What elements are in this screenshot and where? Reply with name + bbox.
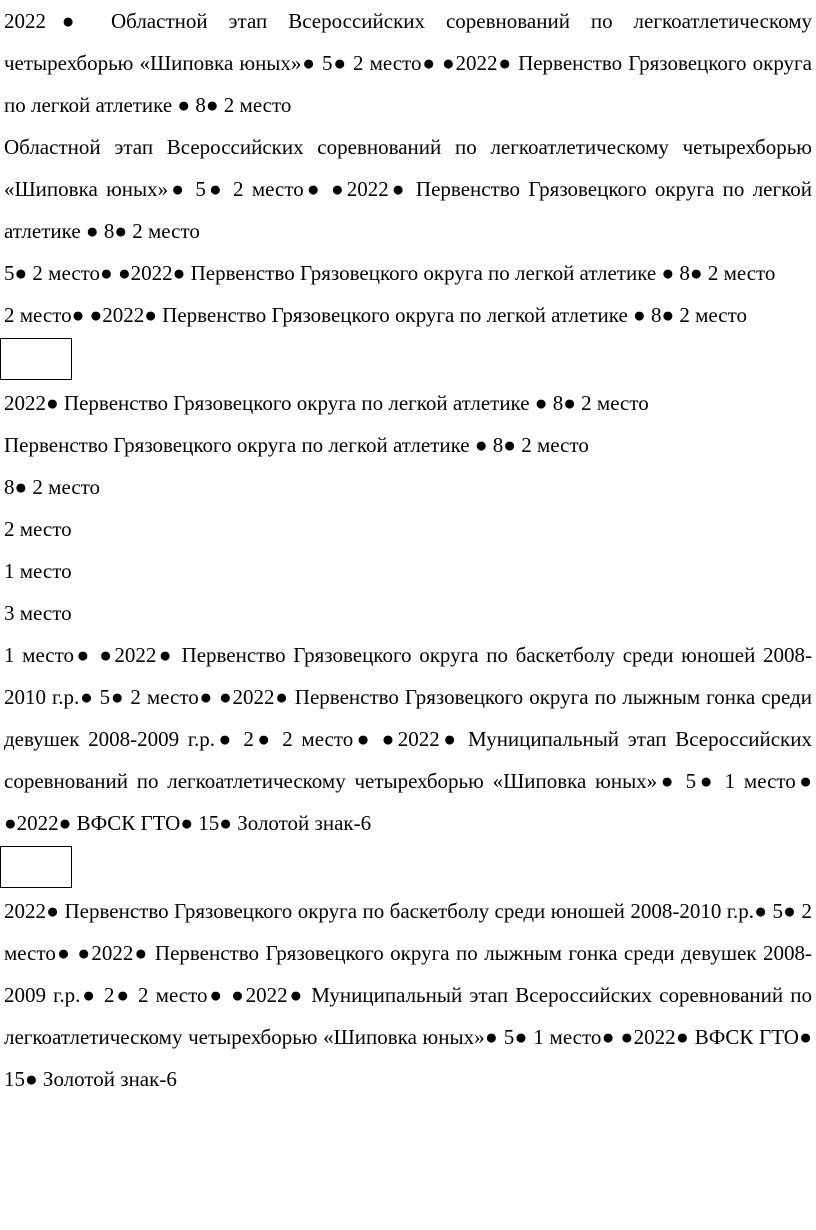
paragraph-6: Первенство Грязовецкого округа по легкой атлетике ● 8● 2 место: [4, 433, 589, 457]
paragraph-7: 8● 2 место: [4, 475, 101, 499]
paragraph-8: 2 место: [4, 517, 72, 541]
empty-box-container: [0, 846, 816, 890]
empty-box: [0, 338, 72, 380]
paragraph-4: 2 место● ●2022● Первенство Грязовецкого округа по легкой атлетике ● 8● 2 место: [4, 303, 747, 327]
paragraph-2: Областной этап Всероссийских соревнований по легкоатлетическому четырехборью «Шиповка юных»● 5● 2 место● ●2022● Первенство Грязовецкого округа по легкой атлетике ● 8● 2 место: [4, 135, 812, 243]
paragraph-5: 2022● Первенство Грязовецкого округа по легкой атлетике ● 8● 2 место: [4, 391, 649, 415]
paragraph-1: 2022● Областной этап Всероссийских соревнований по легкоатлетическому четырехборью «Шиповка юных»● 5● 2 место● ●2022● Первенство Грязовецкого округа по легкой атлетике ● 8● 2 место: [4, 9, 812, 117]
paragraph-3: 5● 2 место● ●2022● Первенство Грязовецкого округа по легкой атлетике ● 8● 2 место: [4, 261, 776, 285]
empty-box-container: [0, 338, 816, 382]
paragraph-10: 3 место: [4, 601, 72, 625]
paragraph-9: 1 место: [4, 559, 72, 583]
paragraph-11: 1 место● ●2022● Первенство Грязовецкого округа по баскетболу среди юношей 2008-2010 г.р.● 5● 2 место● ●2022● Первенство Грязовецкого округа по лыжным гонка среди девушек 2008-2009 г.р.● 2● 2 место● ●2022● Муниципальный этап Всероссийских соревнований по легкоатлетическому четырехборью «Шиповка юных»● 5● 1 место● ●2022● ВФСК ГТО● 15● Золотой знак-6: [4, 643, 812, 835]
empty-box: [0, 846, 72, 888]
paragraph-12: 2022● Первенство Грязовецкого округа по баскетболу среди юношей 2008-2010 г.р.● 5● 2 место● ●2022● Первенство Грязовецкого округа по лыжным гонка среди девушек 2008-2009 г.р.● 2● 2 место● ●2022● Муниципальный этап Всероссийских соревнований по легкоатлетическому четырехборью «Шиповка юных»● 5● 1 место● ●2022● ВФСК ГТО● 15● Золотой знак-6: [4, 899, 812, 1091]
